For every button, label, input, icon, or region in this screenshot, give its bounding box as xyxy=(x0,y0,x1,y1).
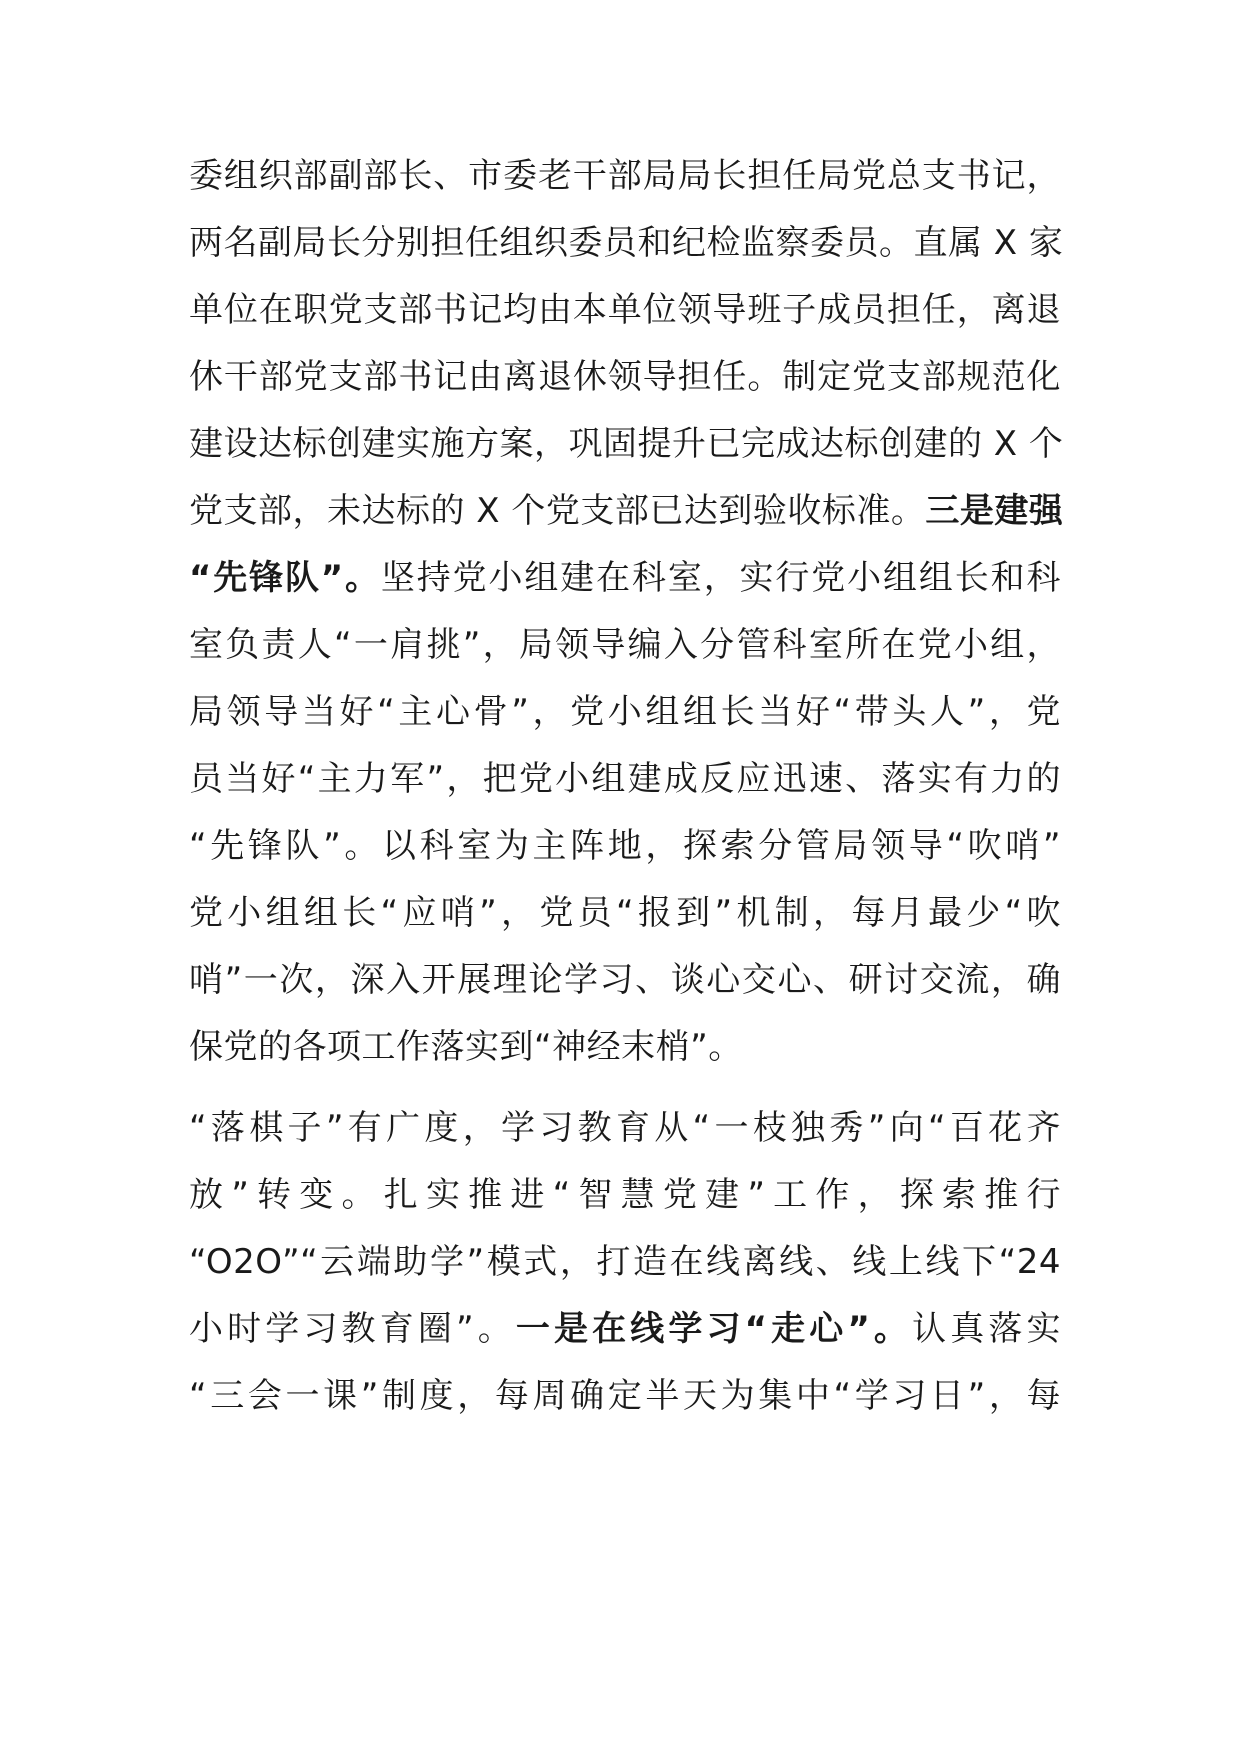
text-segment: 委组织部副部长、市委老干部局局长担任局党总支书记， xyxy=(189,156,1061,196)
text-line xyxy=(189,682,1061,742)
text-segment: 小时学习教育圈”。 xyxy=(189,1309,516,1349)
text-line xyxy=(189,280,1061,340)
text-line xyxy=(189,615,1061,675)
text-segment: 保党的各项工作落实到“神经末梢”。 xyxy=(189,1027,743,1067)
text-line xyxy=(189,816,1061,876)
text-segment: 放”转变。扎实推进“智慧党建”工作，探索推行 xyxy=(189,1175,1061,1215)
bold-heading-segment: “先锋队”。 xyxy=(189,558,381,598)
text-line xyxy=(189,749,1061,809)
text-segment: 党支部，未达标的 X 个党支部已达到验收标准。 xyxy=(189,491,926,531)
text-line xyxy=(189,1165,1061,1225)
text-segment: 单位在职党支部书记均由本单位领导班子成员担任，离退 xyxy=(189,290,1061,330)
text-line xyxy=(189,146,1061,206)
text-line xyxy=(189,347,1061,407)
text-segment: “O2O”“云端助学”模式，打造在线离线、线上线下“24 xyxy=(189,1242,1061,1282)
bold-heading-segment: 三是建强 xyxy=(925,491,1064,531)
text-segment: 员当好“主力军”，把党小组建成反应迅速、落实有力的 xyxy=(189,759,1061,799)
text-line xyxy=(189,1017,1061,1077)
text-line xyxy=(189,1232,1061,1292)
text-line xyxy=(189,1299,1061,1359)
text-line xyxy=(189,481,1064,541)
text-segment: 坚持党小组建在科室，实行党小组组长和科 xyxy=(380,558,1061,598)
text-segment: 党小组组长“应哨”，党员“报到”机制，每月最少“吹 xyxy=(189,893,1061,933)
text-segment: “先锋队”。以科室为主阵地，探索分管局领导“吹哨” xyxy=(189,826,1061,866)
text-line xyxy=(189,1366,1061,1426)
text-segment: “三会一课”制度，每周确定半天为集中“学习日”，每 xyxy=(189,1376,1061,1416)
text-line xyxy=(189,950,1061,1010)
text-line xyxy=(189,414,1064,474)
text-segment: “落棋子”有广度，学习教育从“一枝独秀”向“百花齐 xyxy=(189,1108,1061,1148)
text-segment: 两名副局长分别担任组织委员和纪检监察委员。直属 X 家 xyxy=(189,223,1064,263)
text-segment: 室负责人“一肩挑”，局领导编入分管科室所在党小组， xyxy=(189,625,1061,665)
text-line xyxy=(189,213,1064,273)
text-segment: 哨”一次，深入开展理论学习、谈心交心、研讨交流，确 xyxy=(189,960,1061,1000)
bold-heading-segment: 一是在线学习“走心”。 xyxy=(515,1309,913,1349)
text-segment: 建设达标创建实施方案，巩固提升已完成达标创建的 X 个 xyxy=(189,424,1064,464)
text-segment: 休干部党支部书记由离退休领导担任。制定党支部规范化 xyxy=(189,357,1061,397)
text-segment: 认真落实 xyxy=(912,1309,1061,1349)
text-line xyxy=(189,548,1061,608)
text-segment: 局领导当好“主心骨”，党小组组长当好“带头人”，党 xyxy=(189,692,1061,732)
text-line xyxy=(189,1098,1061,1158)
text-line xyxy=(189,883,1061,943)
